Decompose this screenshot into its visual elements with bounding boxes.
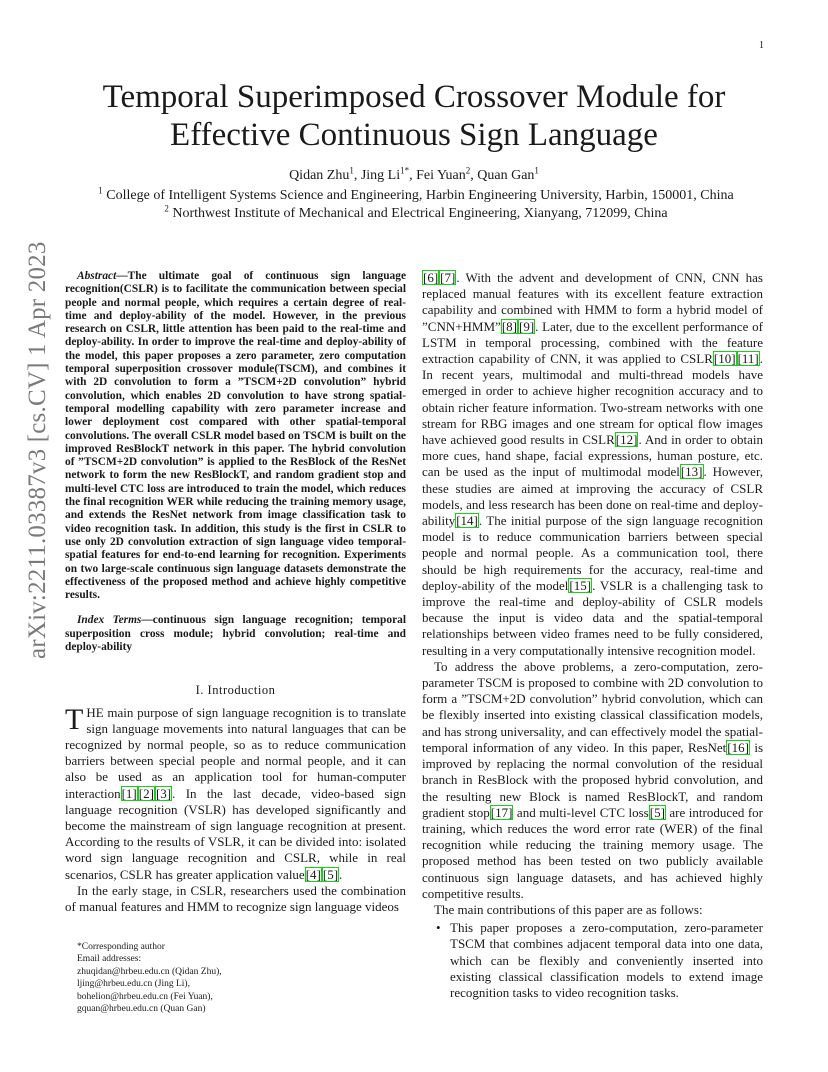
footnote-line: Email addresses: [77, 954, 142, 965]
footnote [77, 941, 377, 1015]
citation-link[interactable]: [7] [440, 270, 456, 285]
bullet-text: This paper proposes a zero-computation, zero-parameter TSCM that combines adjacent temporal data into one data, which can be flexibly and conveniently inserted into existing classical classification models to extend image recognition tasks to video recognition tasks. [450, 920, 763, 1000]
author-sup: 1* [400, 165, 410, 176]
footnote-line: *Corresponding author [77, 942, 165, 952]
intro-text: . The initial purpose of the sign language recognition model is to reduce communication barriers between special people and normal people. As a communication tool, there should be high requirements for the accuracy, real-time and deploy-ability of the model [422, 513, 763, 593]
index-terms-label: Index Terms [77, 614, 142, 627]
dropcap: T [65, 702, 84, 736]
intro-text: are introduced for training, which reduces the word error rate (WER) of the final recognition while reducing the training memory usage. The proposed method has been tested on two publicly available continuous sign language datasets, and has achieved highly competitive results. [422, 804, 764, 901]
intro-text: . In recent years, multimodal and multi-thread models have emerged in order to achieve higher recognition accuracy and to obtain richer feature information. Two-stream networks with one stream for RBG images and one stream for optical flow images have achieved good results in CSLR [422, 351, 763, 448]
intro-text: . However, these studies are aimed at improving the accuracy of CSLR models, and less research has been done on real-time and deploy-ability [422, 464, 763, 529]
footnote-line: ljing@hrbeu.edu.cn (Jing Li), [77, 979, 190, 990]
citation-link[interactable]: [15] [569, 577, 592, 593]
abstract-label: Abstract [77, 270, 117, 282]
citation-link[interactable]: [12] [615, 432, 638, 448]
citation-link[interactable]: [10] [713, 351, 736, 367]
intro-text: . And in order to obtain more cues, hand shape, facial expressions, human posture, etc. can be used as the input of multimodal model [422, 432, 763, 480]
citation-link[interactable]: [14] [456, 513, 478, 529]
intro-text: . [339, 866, 343, 882]
intro-paragraph-1 [65, 702, 406, 883]
intro-text: To address the above problems, a zero-computation, zero-parameter TSCM is proposed to combine with 2D convolution to form a ”TSCM+2D convolution” hybrid convolution, which can be flexibly inserted into existing classical classification models, and has strong universality, and can effectively model the spatial-temporal information of any video. In this paper, ResNet [422, 658, 763, 755]
citation-link[interactable]: [5] [322, 866, 339, 882]
intro-text: . In the last decade, video-based sign language recognition (VSLR) has developed significantly and become the mainstream of sign language recognition at present. According to the results of VSLR, it can be divided into: isolated word sign language recognition and CSLR, while in real scenarios, CSLR has greater application value [65, 785, 406, 882]
author-sup: 1 [534, 165, 539, 176]
abstract [65, 270, 406, 602]
intro-paragraph-2 [65, 883, 406, 915]
affiliation-text: Northwest Institute of Mechanical and Electrical Engineering, Xianyang, 712099, China [172, 206, 668, 221]
author-name: Quan Gan [477, 168, 535, 183]
citation-link[interactable]: [16] [727, 739, 749, 755]
intro-text: . With the advent and development of CNN, CNN has replaced manual features with its excellent feature extraction capability and combined with HMM to form a hybrid model of ”CNN+HMM” [422, 270, 763, 334]
left-column [65, 270, 406, 915]
authors-line: Qidan Zhu$^1$, Jing $Li^{1*}$, Fei Yuan$^2$, Quan Gan$^1$ [289, 165, 539, 183]
intro-paragraph-2-cont [422, 270, 763, 659]
intro-text: . Later, due to the excellent performance of LSTM in temporal processing, combined with the feature extraction capability of CNN, it was applied to CSLR [422, 318, 763, 367]
section-heading-introduction: I. Introduction [195, 683, 276, 698]
author-name: Jing Li [360, 168, 401, 183]
affiliation-2 [40, 203, 792, 222]
citation-link[interactable]: [4] [305, 866, 321, 882]
intro-paragraph-4: The main contributions of this paper are as follows: [434, 901, 703, 917]
citation-link[interactable]: [1] [121, 785, 137, 801]
right-column [422, 270, 763, 1001]
abstract-text: —The ultimate goal of continuous sign language recognition(CSLR) is to facilitate the communication between special people and normal people, which requires a certain degree of real-time and deploy-ability of the model. However, in the previous research on CSLR, little attention has been paid to the real-time and deploy-ability. In order to improve the real-time and deploy-ability of the model, this paper proposes a zero parameter, zero computation temporal superposition crossover module(TSCM), and combines it with 2D convolution to form a ”TSCM+2D convolution” hybrid convolution, which enables 2D convolution to have strong spatial-temporal modelling capability with zero parameter increase and lower deployment cost compared with other spatial-temporal convolutions. The overall CSLR model based on TSCM is built on the improved ResBlockT network in this paper. The hybrid convolution of ”TSCM+2D convolution” is applied to the ResBlock of the ResNet network to form the new ResBlockT, and random gradient stop and multi-level CTC loss are introduced to train the model, which reduces the final recognition WER while reducing the training memory usage, and extends the ResNet network from image classification task to video recognition task. In addition, this study is the first in CSLR to use only 2D convolution extraction of sign language video temporal-spatial features for end-to-end learning for recognition. Experiments on two large-scale continuous sign language datasets demonstrate the effectiveness of the proposed method and achieve highly competitive results. [65, 270, 406, 602]
author-name: Qidan Zhu [289, 168, 350, 183]
affiliation-sup: 1 [98, 185, 103, 196]
page-number: 1 [759, 40, 764, 51]
intro-text: . VSLR is a challenging task to improve the real-time and deploy-ability of CSLR models because the input is video data and the spatial-temporal relationships between video frames need to be fully considered, resulting in a very computationally intensive recognition model. [422, 577, 763, 658]
intro-text: HE main purpose of sign language recognition is to translate sign language movements into natural languages that can be recognized by normal people, so as to reduce communication barriers between special people and normal people, and it can also be used as an application tool for human-computer interaction [65, 704, 406, 801]
citation-link[interactable]: [6] [423, 270, 439, 285]
contribution-bullet-1 [422, 920, 763, 1001]
affiliation-1 [40, 185, 792, 204]
index-terms [65, 614, 406, 654]
paper-title: Temporal Superimposed Crossover Module for Effective Continuous Sign Language [102, 79, 726, 153]
bullet-icon: • [436, 920, 441, 936]
author-sup: 1 [349, 165, 354, 176]
citation-link[interactable]: [5] [649, 804, 665, 820]
footnote-line: gquan@hrbeu.edu.cn (Quan Gan) [77, 1004, 206, 1015]
index-terms-text: —continuous sign language recognition; temporal superposition cross module; hybrid convolution; real-time and deploy-ability [65, 614, 406, 654]
affiliation-sup: 2 [164, 203, 169, 214]
author-sup: 2 [465, 165, 471, 176]
footnote-line: zhuqidan@hrbeu.edu.cn (Qidan Zhu), [77, 966, 222, 977]
footnote-line: bohelion@hrbeu.edu.cn (Fei Yuan), [77, 991, 213, 1002]
intro-text: In the early stage, in CSLR, researchers used the combination of manual features and HMM to recognize sign language videos [65, 882, 406, 914]
author-name: Fei Yuan [416, 168, 466, 183]
citation-link[interactable]: [8] [501, 318, 517, 334]
citation-link[interactable]: [2] [138, 785, 154, 801]
citation-link[interactable]: [3] [155, 785, 172, 801]
arxiv-stamp: arXiv:2211.03387v3 [cs.CV] 1 Apr 2023 [24, 241, 51, 659]
intro-text: and multi-level CTC loss [513, 804, 649, 820]
affiliation-text: College of Intelligent Systems Science and Engineering, Harbin Engineering University, Harbin, 150001, China [106, 188, 734, 203]
intro-paragraph-3 [422, 659, 763, 902]
citation-link[interactable]: [11] [737, 351, 759, 367]
citation-link[interactable]: [9] [519, 318, 535, 334]
intro-text: is improved by replacing the normal convolution of the residual branch in ResBlock with the proposed hybrid convolution, and the resulting new Block is named ResBlockT, and random gradient stop [422, 739, 764, 820]
citation-link[interactable]: [17] [490, 804, 513, 820]
citation-link[interactable]: [13] [680, 464, 703, 480]
